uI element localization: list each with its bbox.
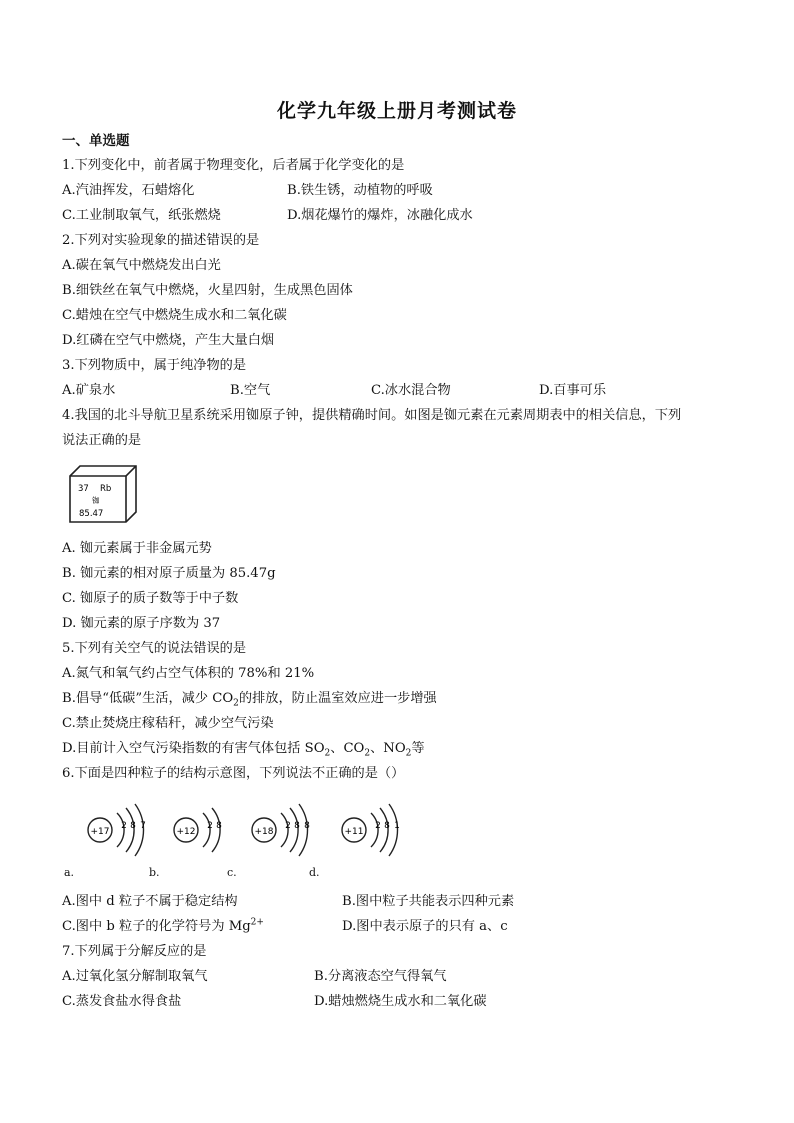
shell-d-3: 1 [394, 821, 400, 831]
shell-a-2: 8 [130, 821, 136, 831]
q1-option-c: C.工业制取氧气，纸张燃烧 [62, 208, 221, 223]
q3-option-a: A.矿泉水 [62, 383, 116, 398]
q5-option-d: D.目前计入空气污染指数的有害气体包括 $SO_2$、$CO_2$、$NO_2$等 [62, 741, 425, 759]
q4-option-b: B. 铷元素的相对原子质量为 85.47g [62, 566, 276, 581]
nucleus-charge-a: +17 [90, 827, 110, 837]
particle-diagram-b [174, 808, 222, 852]
q7-stem: 7.下列属于分解反应的是 [62, 944, 207, 959]
shell-a-1: 2 [121, 821, 127, 831]
q7-option-d: D.蜡烛燃烧生成水和二氧化碳 [314, 994, 487, 1009]
q1-option-a: A.汽油挥发，石蜡熔化 [62, 183, 195, 198]
q3-option-b: B.空气 [230, 383, 271, 398]
q3-option-c: C.冰水混合物 [371, 383, 451, 398]
q6-stem: 6.下面是四种粒子的结构示意图，下列说法不正确的是（） [62, 766, 405, 781]
nucleus-charge-d: +11 [344, 827, 364, 837]
cell-symbol: Rb [100, 484, 112, 494]
cell-name: 铷 [92, 496, 100, 505]
shell-d-2: 8 [384, 821, 390, 831]
q5-option-a: A.氮气和氧气约占空气体积的 78%和 21% [62, 666, 315, 681]
q2-option-a: A.碳在氧气中燃烧发出白光 [62, 258, 221, 273]
q6-option-b: B.图中粒子共能表示四种元素 [342, 894, 515, 909]
particle-diagram-c [252, 804, 310, 856]
q6-option-a: A.图中 d 粒子不属于稳定结构 [62, 894, 238, 909]
shell-b-2: 8 [216, 821, 222, 831]
cell-atomic-mass: 85.47 [79, 509, 104, 519]
shell-d-1: 2 [375, 821, 381, 831]
nucleus-charge-c: +18 [254, 827, 274, 837]
shell-a-3: 7 [140, 821, 146, 831]
shell-c-2: 8 [294, 821, 300, 831]
q2-option-b: B.细铁丝在氧气中燃烧，火星四射，生成黑色固体 [62, 283, 353, 298]
q7-option-b: B.分离液态空气得氧气 [314, 969, 447, 984]
q4-option-c: C. 铷原子的质子数等于中子数 [62, 591, 239, 606]
q6-option-c: C.图中 b 粒子的化学符号为 $Mg^{2+}$ [62, 917, 264, 934]
q1-option-d: D.烟花爆竹的爆炸，冰融化成水 [287, 208, 473, 223]
diagram-label-c: c. [227, 866, 237, 879]
q5-option-c: C.禁止焚烧庄稼秸秆，减少空气污染 [62, 716, 274, 731]
q2-stem: 2.下列对实验现象的描述错误的是 [62, 233, 260, 248]
q4-option-d: D. 铷元素的原子序数为 37 [62, 616, 221, 631]
q1-stem: 1.下列变化中，前者属于物理变化，后者属于化学变化的是 [62, 158, 405, 173]
q4-stem-line2: 说法正确的是 [62, 433, 142, 448]
q7-option-c: C.蒸发食盐水得食盐 [62, 994, 182, 1009]
particle-diagram-a [88, 804, 146, 856]
nucleus-charge-b: +12 [176, 827, 196, 837]
page-title: 化学九年级上册月考测试卷 [276, 100, 517, 122]
q3-stem: 3.下列物质中，属于纯净物的是 [62, 358, 247, 373]
shell-c-1: 2 [285, 821, 291, 831]
particle-diagram-d [342, 804, 400, 856]
q3-option-d: D.百事可乐 [539, 383, 607, 398]
particle-diagrams [60, 790, 420, 882]
diagram-label-a: a. [64, 866, 75, 879]
shell-b-1: 2 [207, 821, 213, 831]
rubidium-element-cell [66, 462, 142, 526]
q1-option-b: B.铁生锈，动植物的呼吸 [287, 183, 433, 198]
q2-option-c: C.蜡烛在空气中燃烧生成水和二氧化碳 [62, 308, 287, 323]
shell-c-3: 8 [304, 821, 310, 831]
diagram-label-d: d. [309, 866, 320, 879]
q5-stem: 5.下列有关空气的说法错误的是 [62, 641, 247, 656]
q4-stem-line1: 4.我国的北斗导航卫星系统采用铷原子钟，提供精确时间。如图是铷元素在元素周期表中的相关信息，下列 [62, 408, 682, 423]
diagram-label-b: b. [149, 866, 160, 879]
q5-option-b: B.倡导“低碳”生活，减少 $CO_2$的排放，防止温室效应进一步增强 [62, 691, 437, 709]
section-heading: 一、单选题 [62, 133, 130, 149]
q4-option-a: A. 铷元素属于非金属元势 [62, 541, 212, 556]
q2-option-d: D.红磷在空气中燃烧，产生大量白烟 [62, 333, 275, 348]
q6-option-d: D.图中表示原子的只有 a、c [342, 919, 508, 934]
q7-option-a: A.过氧化氢分解制取氧气 [62, 969, 208, 984]
cell-atomic-number: 37 [78, 484, 89, 494]
